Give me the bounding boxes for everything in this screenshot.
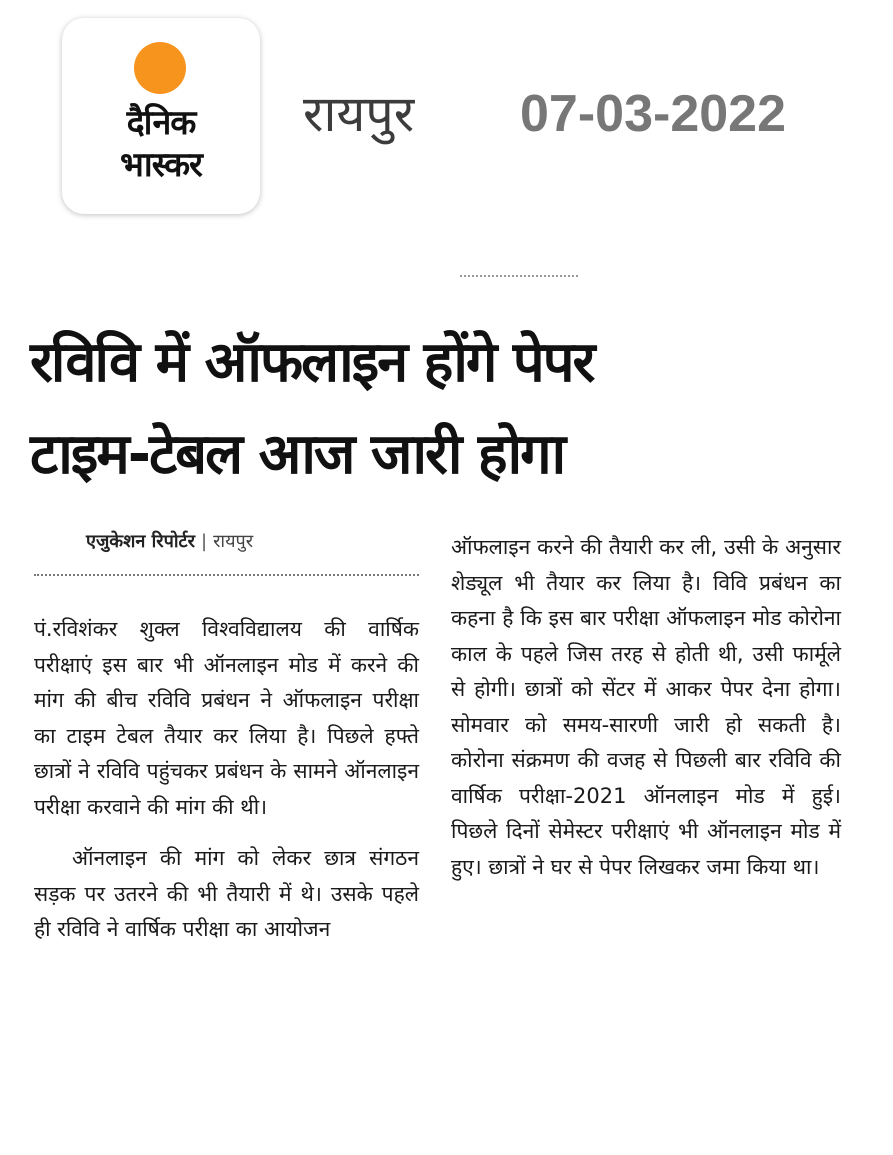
dainik-bhaskar-logo <box>62 18 260 214</box>
headline-line-1: रविवि में ऑफलाइन होंगे पेपर <box>30 330 594 395</box>
reporter-name: एजुकेशन रिपोर्टर <box>86 531 195 552</box>
paragraph: ऑफलाइन करने की तैयारी कर ली, उसी के अनुसार शेड्यूल भी तैयार कर लिया है। विवि प्रबंधन का कहना है कि इस बार परीक्षा ऑफलाइन मोड कोरोना काल के पहले जिस तरह से होती थी, उसी फार्मूले से होगी। छात्रों को सेंटर में आकर पेपर देना होगा। सोमवार को समय-सारणी जारी हो सकती है। कोरोना संक्रमण की वजह से पिछली बार रविवि की वार्षिक परीक्षा-2021 ऑनलाइन मोड में हुई। पिछले दिनों सेमेस्टर परीक्षाएं भी ऑनलाइन मोड में हुए। छात्रों ने घर से पेपर लिखकर जमा किया था। <box>451 535 841 879</box>
article-column-right <box>451 530 841 885</box>
paragraph: ऑनलाइन की मांग को लेकर छात्र संगठन सड़क पर उतरने की भी तैयारी में थे। उसके पहले ही रविवि ने वार्षिक परीक्षा का आयोजन <box>34 846 419 941</box>
article-column-left <box>34 612 419 948</box>
byline-divider <box>34 574 419 576</box>
top-divider <box>460 275 578 277</box>
byline-location: रायपुर <box>213 531 254 552</box>
byline-separator: | <box>200 531 208 552</box>
byline <box>86 528 253 556</box>
paragraph: पं.रविशंकर शुक्ल विश्वविद्यालय की वार्षिक परीक्षाएं इस बार भी ऑनलाइन मोड में करने की मांग की बीच रविवि प्रबंधन ने ऑफलाइन परीक्षा का टाइम टेबल तैयार कर लिया है। पिछले हफ्ते छात्रों ने रविवि पहुंचकर प्रबंधन के सामने ऑनलाइन परीक्षा करवाने की मांग की थी। <box>34 617 419 819</box>
edition-city: रायपुर <box>303 85 415 143</box>
headline-line-2: टाइम-टेबल आज जारी होगा <box>30 422 565 487</box>
logo-line-2: भास्कर <box>120 145 202 185</box>
logo-line-1: दैनिक <box>126 103 196 143</box>
sun-icon <box>134 42 186 94</box>
edition-date: 07-03-2022 <box>520 85 786 143</box>
